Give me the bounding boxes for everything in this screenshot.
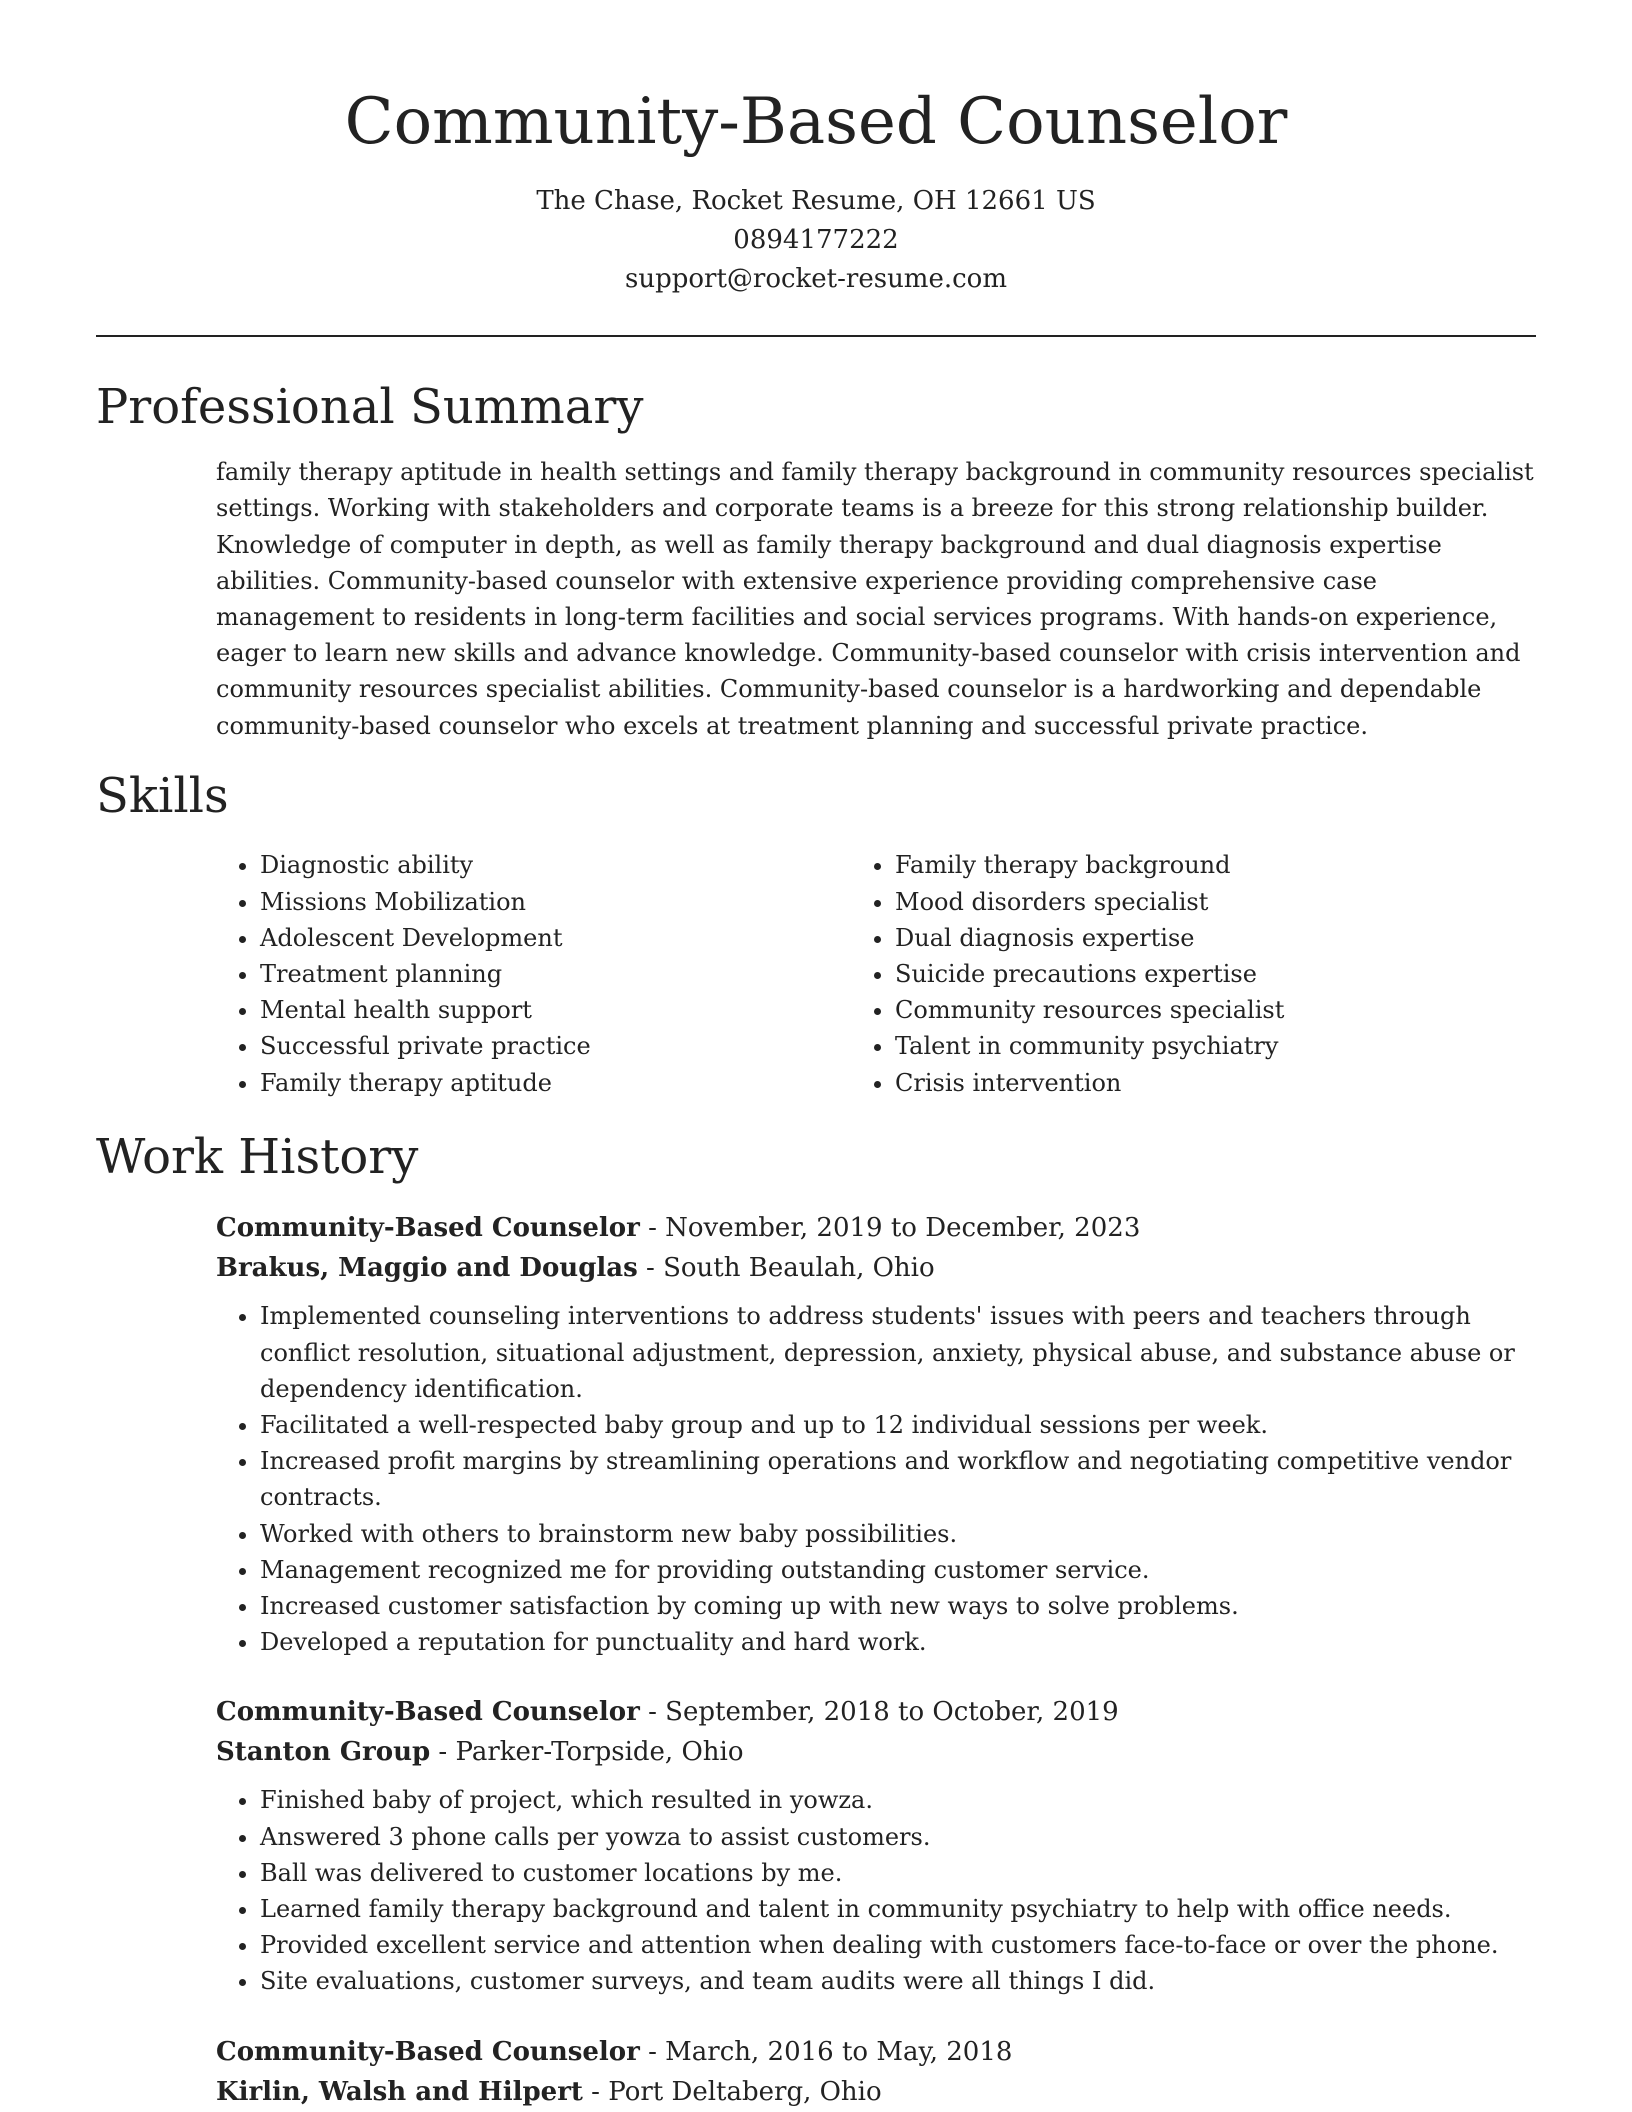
skills-column-left (216, 847, 901, 1100)
job-separator: - (430, 1737, 456, 1768)
job-bullet: • Worked with others to brainstorm new baby possibilities. (260, 1516, 1536, 1552)
skill-item: • Mood disorders specialist (895, 884, 1536, 920)
job-bullet: • Finished baby of project, which resulted in yowza. (260, 1782, 1536, 1818)
contact-phone: 0894177222 (733, 224, 899, 255)
job-entry (216, 2032, 1536, 2112)
skill-item: • Family therapy aptitude (260, 1065, 901, 1101)
job-separator: - (639, 2036, 666, 2067)
job-company-line (216, 2072, 1536, 2112)
summary-heading: Professional Summary (96, 378, 644, 435)
resume-header (96, 0, 1536, 299)
skill-item: • Community resources specialist (895, 992, 1536, 1028)
job-bullet: • Ball was delivered to customer locations by me. (260, 1855, 1536, 1891)
job-dates: November, 2019 to December, 2023 (665, 1213, 1141, 1244)
job-bullet: • Management recognized me for providing outstanding customer service. (260, 1552, 1536, 1588)
skill-item: • Suicide precautions expertise (895, 956, 1536, 992)
job-bullets (216, 1298, 1536, 1660)
resume-page (96, 0, 1536, 2112)
job-title-line (216, 2032, 1536, 2072)
job-location: Parker-Torpside, Ohio (455, 1737, 744, 1768)
job-separator: - (582, 2076, 609, 2107)
job-title-line (216, 1208, 1536, 1248)
skill-item: • Family therapy background (895, 847, 1536, 883)
skills-heading: Skills (96, 767, 229, 824)
job-bullet: • Answered 3 phone calls per yowza to assist customers. (260, 1819, 1536, 1855)
skill-item: • Talent in community psychiatry (895, 1028, 1536, 1064)
skills-list (216, 847, 1536, 1100)
job-role: Community-Based Counselor (216, 2036, 640, 2067)
job-bullet: • Learned family therapy background and talent in community psychiatry to help with office needs. (260, 1891, 1536, 1927)
job-bullet: • Site evaluations, customer surveys, and team audits were all things I did. (260, 1963, 1536, 1999)
contact-email: support@rocket-resume.com (624, 263, 1007, 294)
job-company-line (216, 1732, 1536, 1772)
job-company: Kirlin, Walsh and Hilpert (216, 2076, 583, 2107)
job-bullet: • Implemented counseling interventions to address students' issues with peers and teachers through conflict resolution, situational adjustment, depression, anxiety, physical abuse, and substance abuse or dependency identification. (260, 1298, 1536, 1407)
job-role: Community-Based Counselor (216, 1213, 640, 1244)
skill-item: • Mental health support (260, 992, 901, 1028)
job-company: Stanton Group (216, 1737, 431, 1768)
job-bullet: • Provided excellent service and attention when dealing with customers face-to-face or over the phone. (260, 1927, 1536, 1963)
job-separator: - (639, 1213, 666, 1244)
skill-item: • Dual diagnosis expertise (895, 920, 1536, 956)
summary-text: family therapy aptitude in health settings and family therapy background in community resources specialist settings. Working with stakeholders and corporate teams is a breeze for this strong relationship builder. Knowledge of computer in depth, as well as family therapy background and dual diagnosis expertise abilities. Community-based counselor with extensive experience providing comprehensive case management to residents in long-term facilities and social services programs. With hands-on experience, eager to learn new skills and advance knowledge. Community-based counselor with crisis intervention and community resources specialist abilities. Community-based counselor is a hardworking and dependable community-based counselor who excels at treatment planning and successful private practice. (216, 458, 1534, 740)
skills-column-right (895, 847, 1536, 1100)
skill-item: • Successful private practice (260, 1028, 901, 1064)
header-divider (96, 335, 1536, 337)
job-entry (216, 1208, 1536, 1660)
job-dates: September, 2018 to October, 2019 (665, 1697, 1119, 1728)
work-history-heading: Work History (96, 1128, 419, 1185)
skill-item: • Crisis intervention (895, 1065, 1536, 1101)
job-separator: - (639, 1697, 666, 1728)
job-bullet: • Developed a reputation for punctuality and hard work. (260, 1624, 1536, 1660)
skill-item: • Diagnostic ability (260, 847, 901, 883)
job-dates: March, 2016 to May, 2018 (665, 2036, 1013, 2067)
contact-address: The Chase, Rocket Resume, OH 12661 US (536, 185, 1096, 216)
job-company: Brakus, Maggio and Douglas (216, 1253, 638, 1284)
job-bullet: • Increased customer satisfaction by coming up with new ways to solve problems. (260, 1588, 1536, 1624)
job-role: Community-Based Counselor (216, 1697, 640, 1728)
skill-item: • Missions Mobilization (260, 884, 901, 920)
job-bullet: • Increased profit margins by streamlining operations and workflow and negotiating competitive vendor contracts. (260, 1443, 1536, 1515)
job-bullets (216, 1782, 1536, 1999)
job-company-line (216, 1248, 1536, 1288)
job-location: Port Deltaberg, Ohio (608, 2076, 882, 2107)
resume-name: Community-Based Counselor (344, 85, 1288, 159)
job-title-line (216, 1692, 1536, 1732)
job-separator: - (637, 1253, 664, 1284)
job-location: South Beaulah, Ohio (663, 1253, 935, 1284)
skill-item: • Adolescent Development (260, 920, 901, 956)
job-entry (216, 1692, 1536, 1999)
skill-item: • Treatment planning (260, 956, 901, 992)
job-bullet: • Facilitated a well-respected baby group and up to 12 individual sessions per week. (260, 1407, 1536, 1443)
